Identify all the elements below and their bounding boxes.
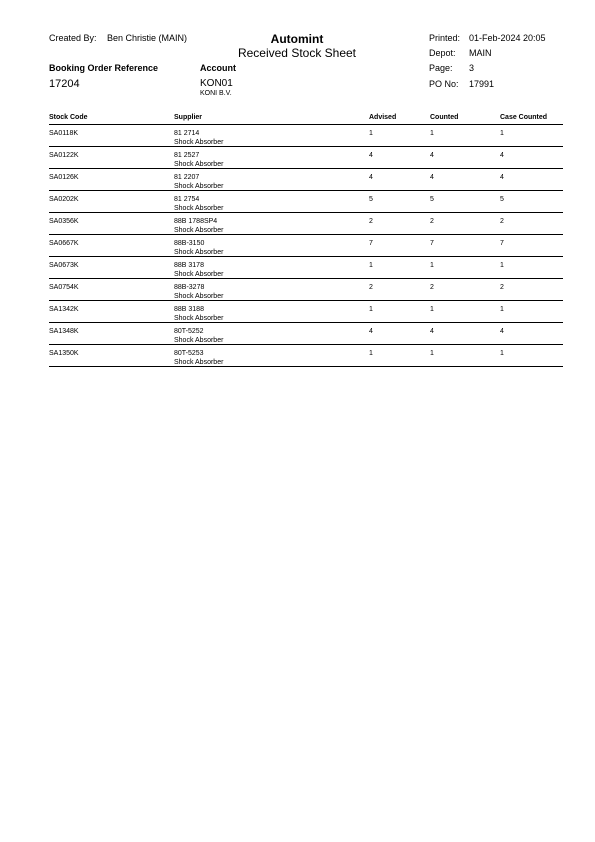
counted-cell [430,173,434,182]
stock-code-cell-value: SA0667K [49,240,79,247]
supplier-cell [174,129,223,147]
counted-cell [430,239,434,248]
advised-cell [369,327,373,336]
item-description: Shock Absorber [174,205,224,212]
counted-cell-value: 7 [430,240,434,247]
counted-cell [430,283,434,292]
counted-cell-value: 4 [430,174,434,181]
advised-cell [369,151,373,160]
counted-cell [430,261,434,270]
advised-cell [369,173,373,182]
column-header-stock-code: Stock Code [49,114,88,121]
counted-cell-value: 2 [430,284,434,291]
supplier-cell [174,327,223,345]
printed-label: Printed: [429,33,461,43]
created-by-value: Ben Christie (MAIN) [107,33,188,43]
account-code: KON01 [200,78,233,89]
depot-value: MAIN [469,48,492,58]
stock-code-cell-value: SA0118K [49,130,79,137]
stock-code-cell-value: SA0202K [49,196,79,203]
advised-cell-value: 4 [369,152,373,159]
created-by-label: Created By: [49,33,97,43]
supplier-cell-value: 88B-3150 [174,240,205,247]
case-counted-cell-value: 4 [500,152,504,159]
page-label: Page: [429,63,453,73]
counted-cell-value: 1 [430,306,434,313]
supplier-cell [174,151,223,169]
counted-cell-value: 1 [430,350,434,357]
supplier-cell [174,283,223,301]
table-row [49,147,563,169]
supplier-cell [174,217,223,235]
supplier-cell [174,349,223,367]
column-header-counted: Counted [430,114,459,121]
company-name: Automint [270,32,324,46]
case-counted-cell [500,173,504,182]
advised-cell-value: 7 [369,240,373,247]
counted-cell [430,327,434,336]
stock-code-cell [49,217,79,226]
counted-cell-value: 2 [430,218,434,225]
supplier-cell-value: 81 2207 [174,174,200,181]
advised-cell-value: 1 [369,262,373,269]
case-counted-cell [500,151,504,160]
table-row [49,345,563,367]
case-counted-cell [500,305,504,314]
advised-cell [369,217,373,226]
advised-cell [369,195,373,204]
counted-cell [430,305,434,314]
advised-cell-value: 2 [369,218,373,225]
supplier-cell [174,239,223,257]
stock-code-cell [49,283,79,292]
counted-cell [430,129,434,138]
case-counted-cell-value: 1 [500,130,504,137]
column-header-advised: Advised [369,114,397,121]
advised-cell-value: 1 [369,350,373,357]
case-counted-cell [500,349,504,358]
column-header-supplier: Supplier [174,114,203,121]
counted-cell-value: 4 [430,328,434,335]
stock-code-cell-value: SA1348K [49,328,79,335]
advised-cell [369,261,373,270]
depot-label: Depot: [429,48,456,58]
item-description: Shock Absorber [174,139,224,146]
supplier-cell-value: 88B-3278 [174,284,205,291]
case-counted-cell-value: 7 [500,240,504,247]
case-counted-cell [500,129,504,138]
advised-cell [369,349,373,358]
printed-value: 01-Feb-2024 20:05 [469,33,546,43]
supplier-cell [174,195,223,213]
item-description: Shock Absorber [174,249,224,256]
stock-code-cell-value: SA1342K [49,306,79,313]
item-description: Shock Absorber [174,315,224,322]
case-counted-cell-value: 4 [500,174,504,181]
stock-code-cell [49,151,79,160]
supplier-cell [174,261,223,279]
stock-code-cell [49,305,79,314]
table-row [49,235,563,257]
stock-code-cell [49,129,78,138]
counted-cell-value: 1 [430,130,434,137]
table-row [49,301,563,323]
case-counted-cell-value: 1 [500,262,504,269]
advised-cell [369,283,373,292]
counted-cell [430,195,434,204]
counted-cell [430,217,434,226]
supplier-cell-value: 80T-5252 [174,328,204,335]
po-label: PO No: [429,79,459,89]
supplier-cell-value: 88B 3188 [174,306,204,313]
item-description: Shock Absorber [174,227,224,234]
stock-code-cell [49,349,79,358]
stock-code-cell-value: SA0122K [49,152,79,159]
case-counted-cell-value: 2 [500,284,504,291]
po-number: 17991 [469,79,495,89]
booking-reference-label: Booking Order Reference [49,63,159,73]
stock-code-cell [49,195,79,204]
advised-cell [369,305,373,314]
stock-code-cell-value: SA0356K [49,218,79,225]
item-description: Shock Absorber [174,337,224,344]
item-description: Shock Absorber [174,293,224,300]
counted-cell-value: 4 [430,152,434,159]
case-counted-cell-value: 2 [500,218,504,225]
item-description: Shock Absorber [174,359,224,366]
counted-cell-value: 1 [430,262,434,269]
stock-code-cell-value: SA0754K [49,284,79,291]
supplier-cell-value: 81 2714 [174,130,200,137]
supplier-cell [174,305,223,323]
advised-cell-value: 4 [369,174,373,181]
table-header [49,113,563,125]
case-counted-cell [500,239,504,248]
advised-cell-value: 4 [369,328,373,335]
counted-cell-value: 5 [430,196,434,203]
stock-code-cell [49,173,79,182]
advised-cell-value: 5 [369,196,373,203]
table-row [49,279,563,301]
table-row [49,125,563,147]
supplier-cell-value: 81 2527 [174,152,200,159]
booking-reference-value: 17204 [49,78,80,90]
counted-cell [430,151,434,160]
table-row [49,169,563,191]
account-name: KONI B.V. [200,90,232,97]
table-row [49,323,563,345]
column-header-case-counted: Case Counted [500,114,548,121]
case-counted-cell-value: 4 [500,328,504,335]
stock-code-cell [49,239,79,248]
table-row [49,191,563,213]
stock-table [49,113,563,367]
case-counted-cell-value: 1 [500,350,504,357]
item-description: Shock Absorber [174,161,224,168]
advised-cell-value: 1 [369,130,373,137]
table-body [49,125,563,367]
case-counted-cell-value: 1 [500,306,504,313]
advised-cell [369,129,373,138]
advised-cell-value: 1 [369,306,373,313]
advised-cell-value: 2 [369,284,373,291]
stock-code-cell-value: SA1350K [49,350,79,357]
stock-code-cell [49,327,79,336]
table-row [49,213,563,235]
supplier-cell-value: 80T-5253 [174,350,204,357]
page-number: 3 [469,63,475,73]
case-counted-cell-value: 5 [500,196,504,203]
stock-code-cell [49,261,79,270]
stock-code-cell-value: SA0126K [49,174,79,181]
item-description: Shock Absorber [174,183,224,190]
case-counted-cell [500,195,504,204]
supplier-cell [174,173,223,191]
advised-cell [369,239,373,248]
case-counted-cell [500,217,504,226]
stock-code-cell-value: SA0673K [49,262,79,269]
counted-cell [430,349,434,358]
supplier-cell-value: 81 2754 [174,196,200,203]
case-counted-cell [500,283,504,292]
case-counted-cell [500,261,504,270]
page-title: Received Stock Sheet [237,46,357,60]
supplier-cell-value: 88B 3178 [174,262,204,269]
case-counted-cell [500,327,504,336]
supplier-cell-value: 88B 1788SP4 [174,218,218,225]
account-label: Account [200,63,236,73]
table-row [49,257,563,279]
item-description: Shock Absorber [174,271,224,278]
